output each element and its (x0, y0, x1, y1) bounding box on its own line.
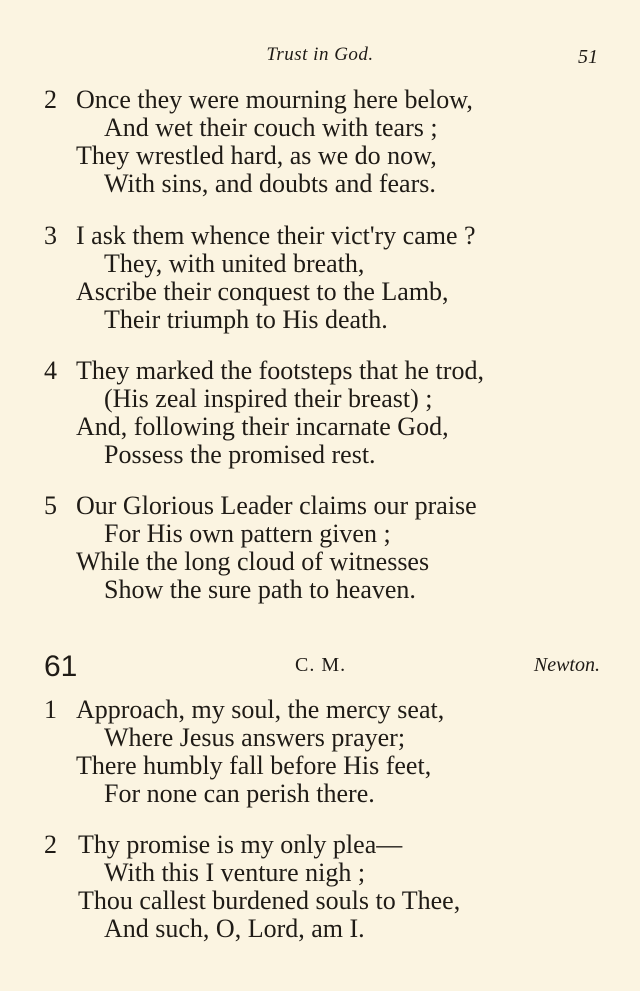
verse-line: Their triumph to His death. (104, 305, 388, 334)
verse-number: 2 (44, 85, 57, 114)
verse-line: Possess the promised rest. (104, 440, 376, 469)
verse-line: And wet their couch with tears ; (104, 113, 438, 142)
verse-line: They marked the footsteps that he trod, (76, 356, 484, 385)
verse-line: Our Glorious Leader claims our praise (76, 491, 477, 520)
verse-line: They, with united breath, (104, 249, 365, 278)
running-header-title: Trust in God. (266, 44, 374, 65)
verse-number: 5 (44, 491, 57, 520)
verse-number: 4 (44, 356, 57, 385)
verse-line: Approach, my soul, the mercy seat, (76, 695, 445, 724)
verse-line: While the long cloud of witnesses (76, 547, 430, 576)
hymn-meter: C. M. (295, 654, 347, 676)
verse-line: With this I venture nigh ; (104, 858, 366, 887)
verse-line: Thy promise is my only plea— (78, 830, 403, 859)
verse-line: Once they were mourning here below, (76, 85, 473, 114)
verse-line: There humbly fall before His feet, (76, 751, 432, 780)
verse-number: 2 (44, 830, 57, 859)
verse-line: For none can perish there. (104, 779, 375, 808)
verse-line: And such, O, Lord, am I. (104, 914, 365, 943)
verse-line: With sins, and doubts and fears. (104, 169, 436, 198)
verse-line: Ascribe their conquest to the Lamb, (76, 277, 449, 306)
verse-line: Where Jesus answers prayer; (104, 723, 406, 752)
verse-line: They wrestled hard, as we do now, (76, 141, 437, 170)
page-number: 51 (578, 46, 598, 68)
hymn-tune-name: Newton. (533, 654, 600, 676)
verse-line: Thou callest burdened souls to Thee, (78, 886, 461, 915)
verse-line: I ask them whence their vict'ry came ? (76, 221, 476, 250)
verse-line: (His zeal inspired their breast) ; (104, 384, 433, 413)
verse-number: 1 (44, 695, 57, 724)
hymn-number: 61 (44, 650, 78, 683)
verse-line: And, following their incarnate God, (76, 412, 449, 441)
verse-line: Show the sure path to heaven. (104, 575, 416, 604)
verse-line: For His own pattern given ; (104, 519, 391, 548)
verse-number: 3 (44, 221, 57, 250)
